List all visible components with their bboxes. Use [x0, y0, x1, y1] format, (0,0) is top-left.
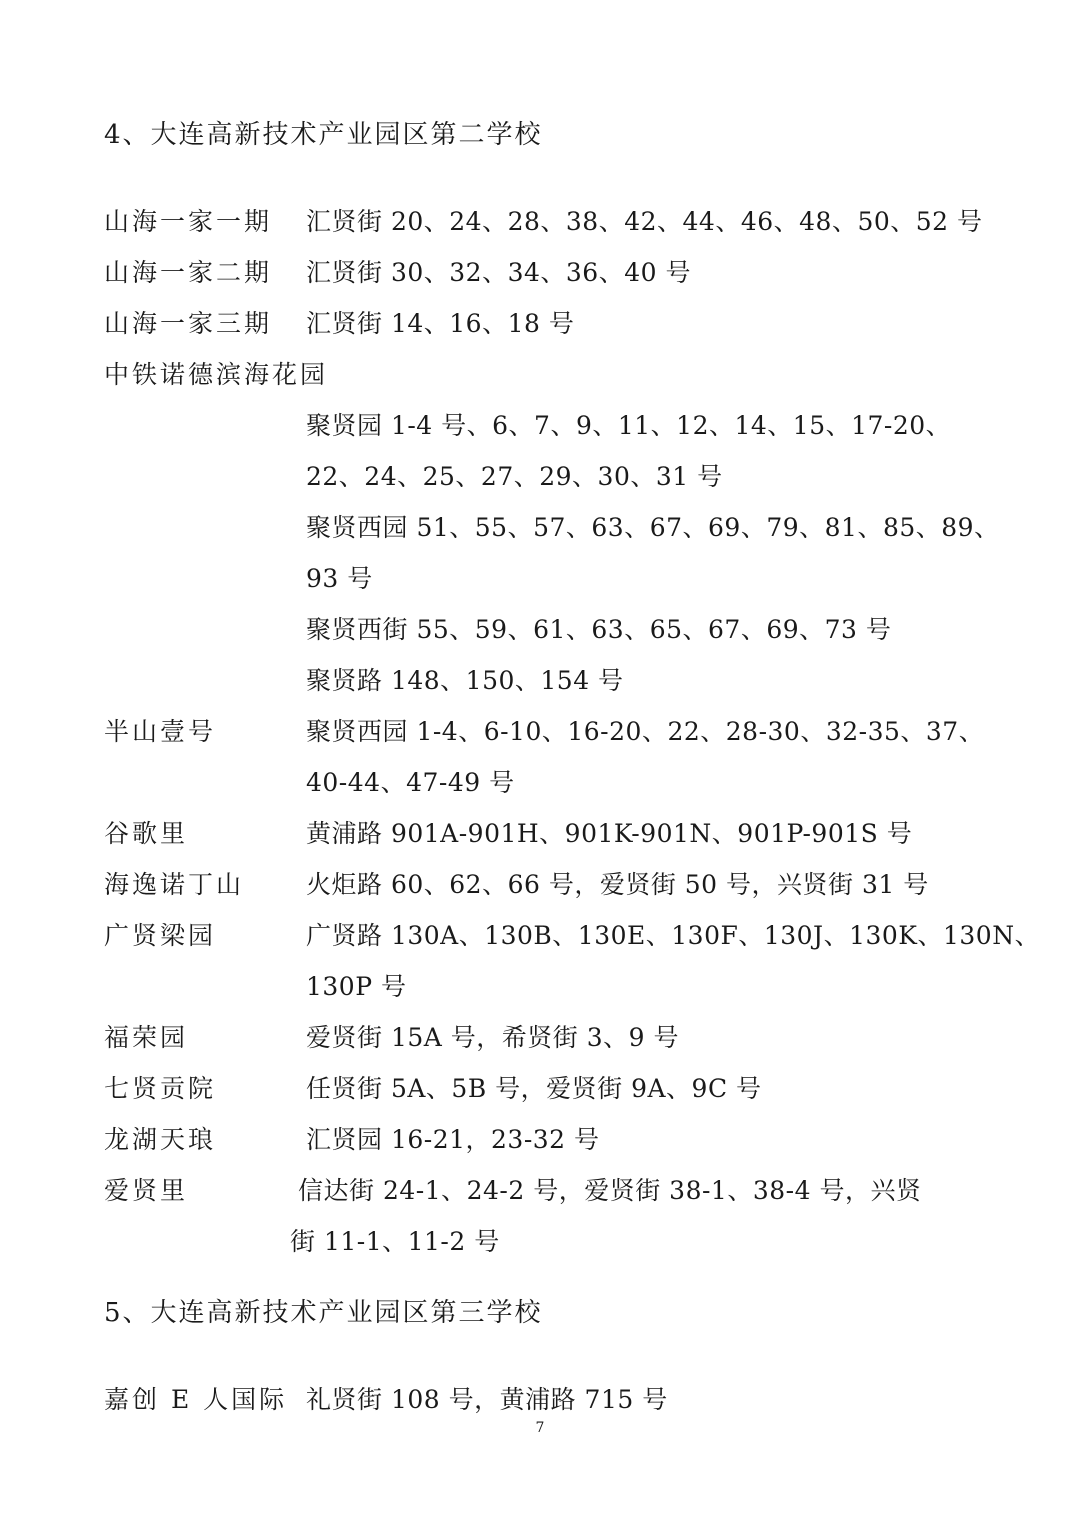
address-line: 信达街 24-1、24-2 号，爱贤街 38-1、38-4 号，兴贤	[298, 1176, 922, 1205]
address-line: 聚贤园 1-4 号、6、7、9、11、12、14、15、17-20、	[306, 411, 952, 440]
address-line: 汇贤街 14、16、18 号	[306, 309, 575, 338]
address-line: 火炬路 60、62、66 号，爱贤街 50 号，兴贤街 31 号	[306, 870, 929, 899]
community-name: 广贤梁园	[104, 921, 217, 950]
list-item	[104, 910, 1041, 1012]
address-line: 聚贤西园 1-4、6-10、16-20、22、28-30、32-35、37、	[306, 717, 985, 746]
address-line: 汇贤街 30、32、34、36、40 号	[306, 258, 691, 287]
list-item	[104, 1165, 1004, 1267]
section-title: 4、大连高新技术产业园区第二学校	[104, 120, 543, 150]
page-number: 7	[535, 1420, 545, 1436]
address-line: 任贤街 5A、5B 号，爱贤街 9A、9C 号	[306, 1074, 762, 1103]
address-line: 130P 号	[306, 972, 407, 1001]
community-name: 福荣园	[104, 1023, 189, 1052]
address-line: 汇贤街 20、24、28、38、42、44、46、48、50、52 号	[306, 207, 983, 236]
address-line: 聚贤西街 55、59、61、63、65、67、69、73 号	[306, 615, 892, 644]
address-line: 聚贤路 148、150、154 号	[306, 666, 624, 695]
address-line: 广贤路 130A、130B、130E、130F、130J、130K、130N、	[306, 921, 1041, 950]
list-item	[104, 196, 1004, 247]
address-line: 聚贤西园 51、55、57、63、67、69、79、81、85、89、	[306, 513, 1000, 542]
address-line: 街 11-1、11-2 号	[290, 1227, 500, 1256]
address-line: 爱贤街 15A 号，希贤街 3、9 号	[306, 1023, 679, 1052]
community-name: 七贤贡院	[104, 1074, 217, 1103]
address-line: 汇贤园 16-21，23-32 号	[306, 1125, 600, 1154]
community-name: 山海一家二期	[104, 258, 273, 287]
list-item	[104, 706, 1004, 808]
address-line: 黄浦路 901A-901H、901K-901N、901P-901S 号	[306, 819, 913, 848]
section-title: 5、大连高新技术产业园区第三学校	[104, 1298, 543, 1328]
address-line: 93 号	[306, 564, 373, 593]
address-line: 40-44、47-49 号	[306, 768, 515, 797]
community-name: 龙湖天琅	[104, 1125, 217, 1154]
list-item	[104, 1063, 1004, 1114]
address-list	[104, 196, 1041, 1267]
list-item	[104, 859, 1004, 910]
address-line: 礼贤街 108 号，黄浦路 715 号	[306, 1385, 668, 1414]
list-item	[104, 808, 1004, 859]
list-item	[104, 298, 1004, 349]
community-name: 海逸诺丁山	[104, 870, 245, 899]
community-name: 山海一家一期	[104, 207, 273, 236]
address-line: 22、24、25、27、29、30、31 号	[306, 462, 723, 491]
list-item	[104, 349, 1004, 706]
community-name: 爱贤里	[104, 1176, 189, 1205]
community-name: 嘉创 E 人国际	[104, 1385, 288, 1414]
community-name: 半山壹号	[104, 717, 217, 746]
community-name: 山海一家三期	[104, 309, 273, 338]
community-name: 谷歌里	[104, 819, 189, 848]
list-item	[104, 1114, 1004, 1165]
community-name: 中铁诺德滨海花园	[104, 360, 329, 389]
list-item	[104, 1012, 1004, 1063]
list-item	[104, 247, 1004, 298]
